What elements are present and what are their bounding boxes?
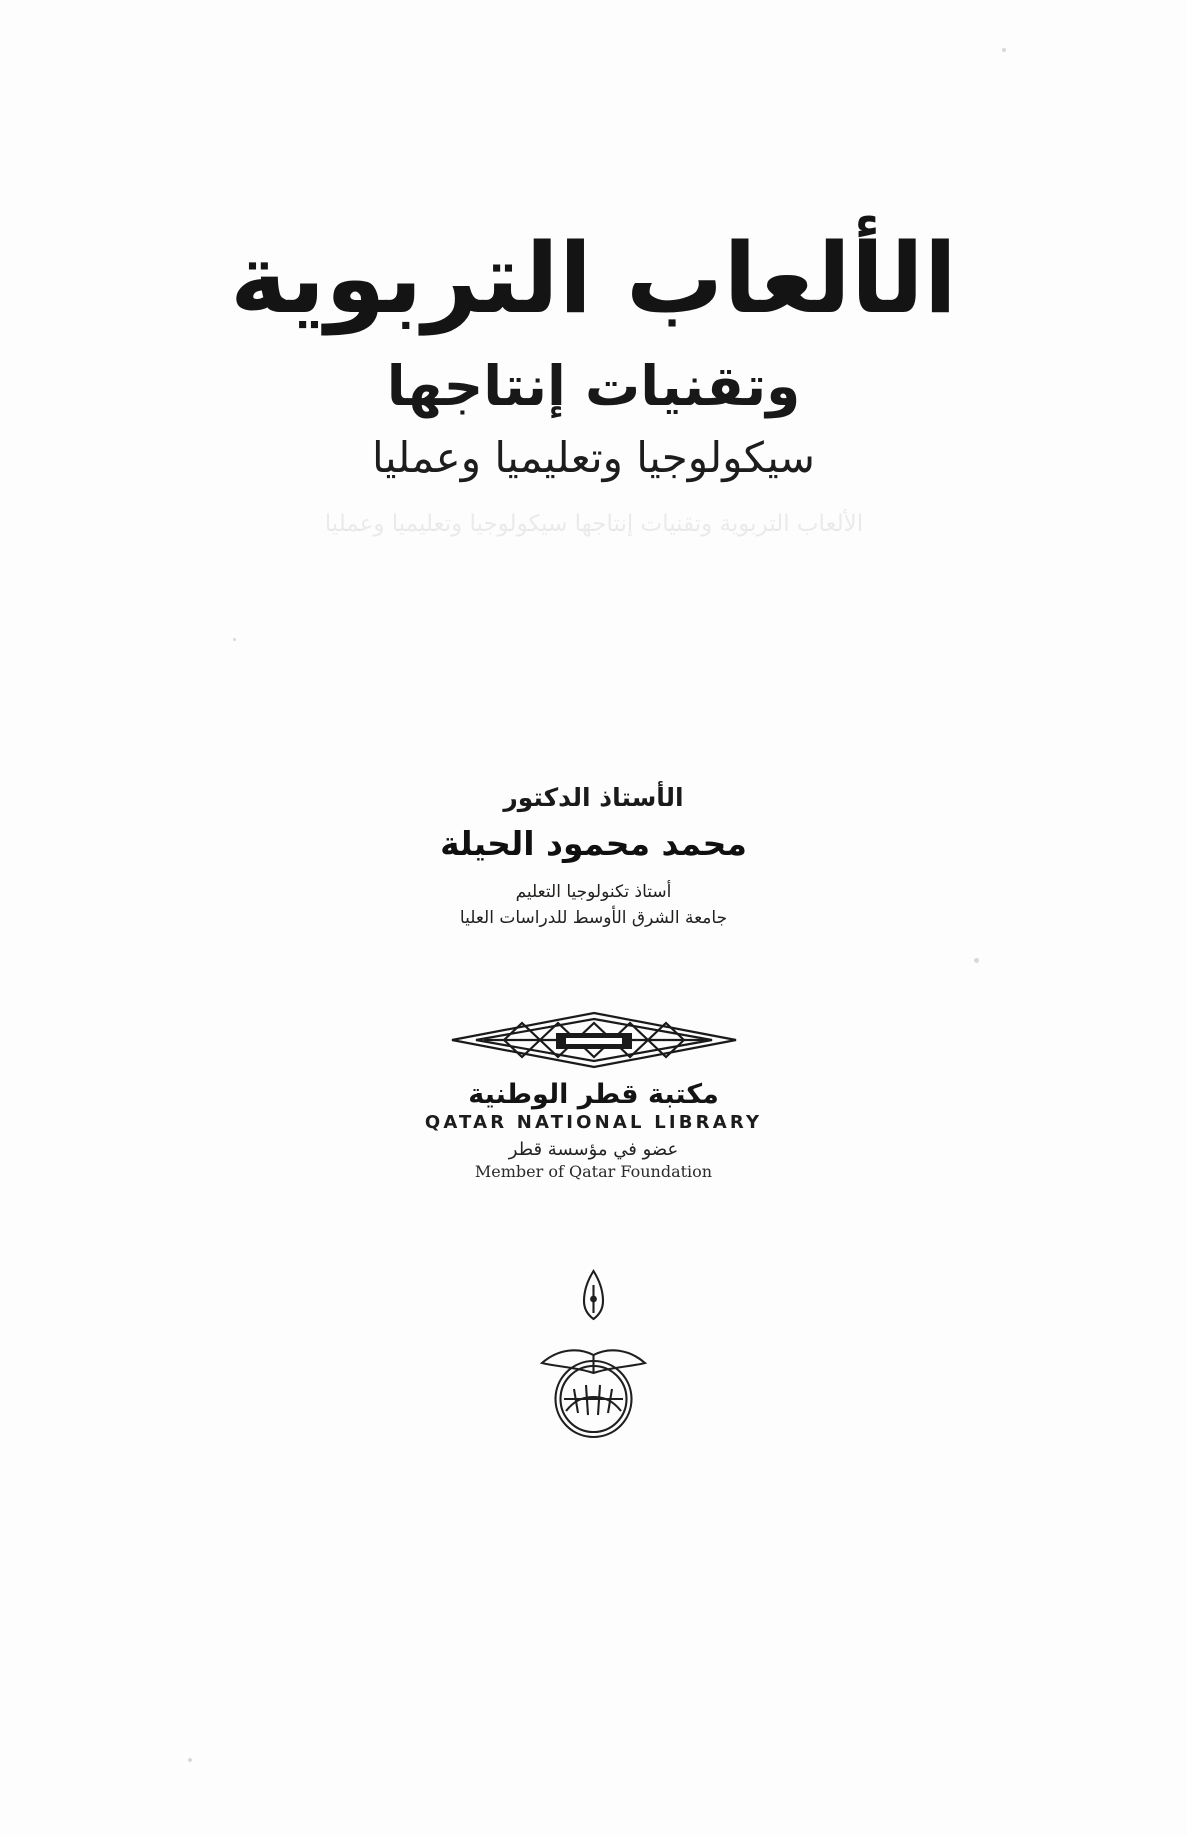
publisher-pen-and-book-seal-icon xyxy=(516,1263,671,1441)
scan-speck xyxy=(974,958,979,963)
author-affiliation-line-2: جامعة الشرق الأوسط للدراسات العليا xyxy=(459,907,728,928)
page-title: الألعاب التربوية xyxy=(229,222,958,335)
scan-speck xyxy=(188,1758,192,1762)
qnl-arabic-name: مكتبة قطر الوطنية xyxy=(468,1079,719,1111)
scan-speck xyxy=(233,638,236,641)
scan-speck xyxy=(1002,48,1006,52)
author-affiliation-line-1: أستاذ تكنولوجيا التعليم xyxy=(515,881,672,902)
author-title-prefix: الأستاذ الدكتور xyxy=(503,782,684,812)
qnl-diamond-logo-icon xyxy=(444,1009,744,1071)
page-subtitle-secondary: سيكولوجيا وتعليميا وعمليا xyxy=(372,433,815,483)
qatar-national-library-stamp xyxy=(425,1009,762,1181)
page-subtitle: وتقنيات إنتاجها xyxy=(386,353,801,418)
title-block xyxy=(0,222,1187,483)
bleed-through-ghost-text: الألعاب التربوية وتقنيات إنتاجها سيكولوجيا وتعليميا وعمليا xyxy=(324,511,864,537)
author-block xyxy=(440,783,747,932)
qnl-english-member-line: Member of Qatar Foundation xyxy=(474,1162,713,1182)
author-name: محمد محمود الحيلة xyxy=(440,823,747,863)
qnl-arabic-member-line: عضو في مؤسسة قطر xyxy=(508,1139,679,1161)
qnl-english-name: QATAR NATIONAL LIBRARY xyxy=(424,1112,763,1134)
publisher-block xyxy=(516,1263,671,1441)
